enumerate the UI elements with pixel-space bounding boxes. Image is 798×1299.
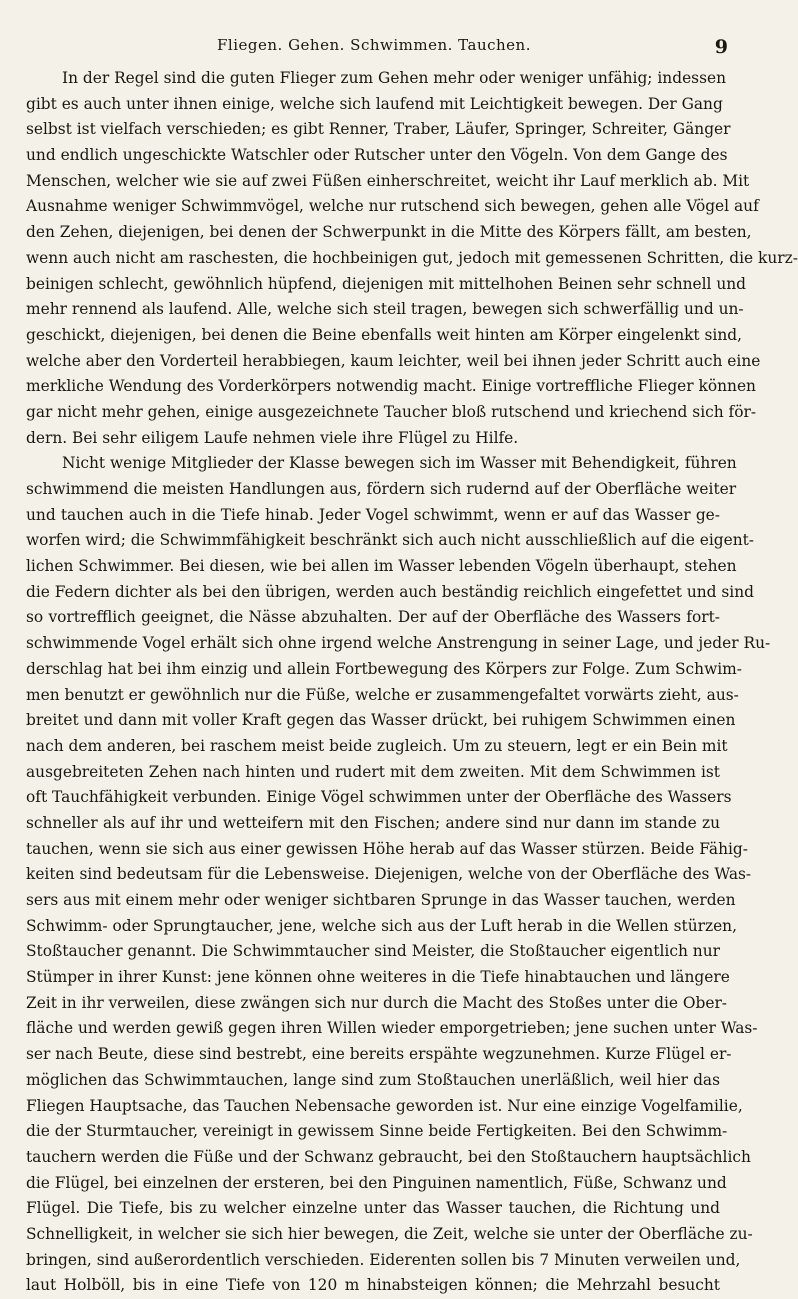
text-line: ausgebreiteten Zehen nach hinten und rudert mit dem zweiten. Mit dem Schwimmen ist <box>26 762 720 781</box>
text-line: gibt es auch unter ihnen einige, welche sich laufend mit Leichtigkeit bewegen. Der Gang <box>26 94 723 113</box>
text-line: worfen wird; die Schwimmfähigkeit beschränkt sich auch nicht ausschließlich auf die eigent- <box>26 531 755 550</box>
text-line: und endlich ungeschickte Watschler oder Rutscher unter den Vögeln. Von dem Gange des <box>26 146 728 165</box>
text-line: Zeit in ihr verweilen, diese zwängen sich nur durch die Macht des Stoßes unter die Ober- <box>26 993 728 1012</box>
text-line: welche aber den Vorderteil herabbiegen, kaum leichter, weil bei ihnen jeder Schritt auch eine <box>26 351 761 370</box>
text-line: möglichen das Schwimmtauchen, lange sind zum Stoßtauchen unerläßlich, weil hier das <box>26 1070 720 1089</box>
text-line: oft Tauchfähigkeit verbunden. Einige Vögel schwimmen unter der Oberfläche des Wassers <box>26 788 732 807</box>
text-line: wenn auch nicht am raschesten, die hochbeinigen gut, jedoch mit gemessenen Schritten, die kurz- <box>26 248 798 267</box>
text-line: die Federn dichter als bei den übrigen, werden auch beständig reichlich eingefettet und sind <box>26 582 754 601</box>
running-header <box>0 36 748 58</box>
text-line: Ausnahme weniger Schwimmvögel, welche nur rutschend sich bewegen, gehen alle Vögel auf <box>26 197 759 216</box>
text-line: dern. Bei sehr eiligem Laufe nehmen viele ihre Flügel zu Hilfe. <box>26 428 519 447</box>
text-line: keiten sind bedeutsam für die Lebensweise. Diejenigen, welche von der Oberfläche des Was- <box>26 865 752 884</box>
text-line: tauchen, wenn sie sich aus einer gewissen Höhe herab auf das Wasser stürzen. Beide Fähig- <box>26 839 748 858</box>
text-line: Stümper in ihrer Kunst: jene können ohne weiteres in die Tiefe hinabtauchen und längere <box>26 968 730 987</box>
text-line: und tauchen auch in die Tiefe hinab. Jeder Vogel schwimmt, wenn er auf das Wasser ge- <box>26 505 720 524</box>
text-line: den Zehen, diejenigen, bei denen der Schwerpunkt in die Mitte des Körpers fällt, am besten, <box>26 223 752 242</box>
text-line: die der Sturmtaucher, vereinigt in gewissem Sinne beide Fertigkeiten. Bei den Schwimm- <box>26 1122 728 1141</box>
text-line: lichen Schwimmer. Bei diesen, wie bei allen im Wasser lebenden Vögeln überhaupt, stehen <box>26 557 737 576</box>
text-line: schwimmend die meisten Handlungen aus, fördern sich rudernd auf der Oberfläche weiter <box>26 480 737 498</box>
text-line: Fliegen Hauptsache, das Tauchen Nebensache geworden ist. Nur eine einzige Vogelfamilie, <box>26 1096 743 1115</box>
text-line: geschickt, diejenigen, bei denen die Beine ebenfalls weit hinten am Körper eingelenkt sind, <box>26 325 742 344</box>
text-line: men benutzt er gewöhnlich nur die Füße, welche er zusammengefaltet vorwärts zieht, aus- <box>26 685 739 704</box>
text-line: selbst ist vielfach verschieden; es gibt Renner, Traber, Läufer, Springer, Schreiter, Gänger <box>26 120 731 139</box>
text-line: Schnelligkeit, in welcher sie sich hier bewegen, die Zeit, welche sie unter der Oberfläche zu- <box>26 1224 753 1243</box>
text-line: sers aus mit einem mehr oder weniger sichtbaren Sprunge in das Wasser tauchen, werden <box>26 891 736 909</box>
text-line: so vortrefflich geeignet, die Nässe abzuhalten. Der auf der Oberfläche des Wassers fort- <box>26 608 720 627</box>
text-line: derschlag hat bei ihm einzig und allein Fortbewegung des Körpers zur Folge. Zum Schwim- <box>26 659 742 678</box>
text-line: mehr rennend als laufend. Alle, welche sich steil tragen, bewegen sich schwerfällig und un- <box>26 300 744 319</box>
text-line: Flügel. Die Tiefe, bis zu welcher einzelne unter das Wasser tauchen, die Richtung und <box>26 1199 720 1218</box>
page-number: 9 <box>714 36 728 58</box>
text-line: Menschen, welcher wie sie auf zwei Füßen einherschreitet, weicht ihr Lauf merklich ab. Mit <box>26 171 750 190</box>
text-line: beinigen schlecht, gewöhnlich hüpfend, diejenigen mit mittelhohen Beinen sehr schnell und <box>26 274 747 293</box>
text-line: fläche und werden gewiß gegen ihren Willen wieder emporgetrieben; jene suchen unter Was- <box>26 1019 758 1038</box>
text-line: schwimmende Vogel erhält sich ohne irgend welche Anstrengung in seiner Lage, und jeder Ru- <box>26 634 771 653</box>
text-line: breitet und dann mit voller Kraft gegen das Wasser drückt, bei ruhigem Schwimmen einen <box>26 711 736 730</box>
text-line: Stoßtaucher genannt. Die Schwimmtaucher sind Meister, die Stoßtaucher eigentlich nur <box>26 942 720 961</box>
text-line: merkliche Wendung des Vorderkörpers notwendig macht. Einige vortreffliche Flieger können <box>26 377 756 396</box>
text-line: tauchern werden die Füße und der Schwanz gebraucht, bei den Stoßtauchern hauptsächlich <box>26 1147 751 1166</box>
text-line: Nicht wenige Mitglieder der Klasse bewegen sich im Wasser mit Behendigkeit, führen <box>62 454 737 473</box>
body-text <box>26 66 798 1299</box>
text-line: In der Regel sind die guten Flieger zum Gehen mehr oder weniger unfähig; indessen <box>62 69 726 87</box>
text-line: ser nach Beute, diese sind bestrebt, eine bereits erspähte wegzunehmen. Kurze Flügel er- <box>26 1045 732 1064</box>
text-line: bringen, sind außerordentlich verschieden. Eiderenten sollen bis 7 Minuten verweilen und, <box>26 1250 741 1269</box>
text-line: schneller als auf ihr und wetteifern mit den Fischen; andere sind nur dann im stande zu <box>26 813 720 832</box>
text-line: gar nicht mehr gehen, einige ausgezeichnete Taucher bloß rutschend und kriechend sich för- <box>26 402 757 421</box>
text-line: die Flügel, bei einzelnen der ersteren, bei den Pinguinen namentlich, Füße, Schwanz und <box>26 1173 727 1192</box>
text-line: laut Holböll, bis in eine Tiefe von 120 m hinabsteigen können; die Mehrzahl besucht <box>26 1276 720 1295</box>
running-title: Fliegen. Gehen. Schwimmen. Tauchen. <box>217 36 531 54</box>
text-line: Schwimm- oder Sprungtaucher, jene, welche sich aus der Luft herab in die Wellen stürzen, <box>26 916 737 935</box>
text-line: nach dem anderen, bei raschem meist beide zugleich. Um zu steuern, legt er ein Bein mit <box>26 736 728 755</box>
